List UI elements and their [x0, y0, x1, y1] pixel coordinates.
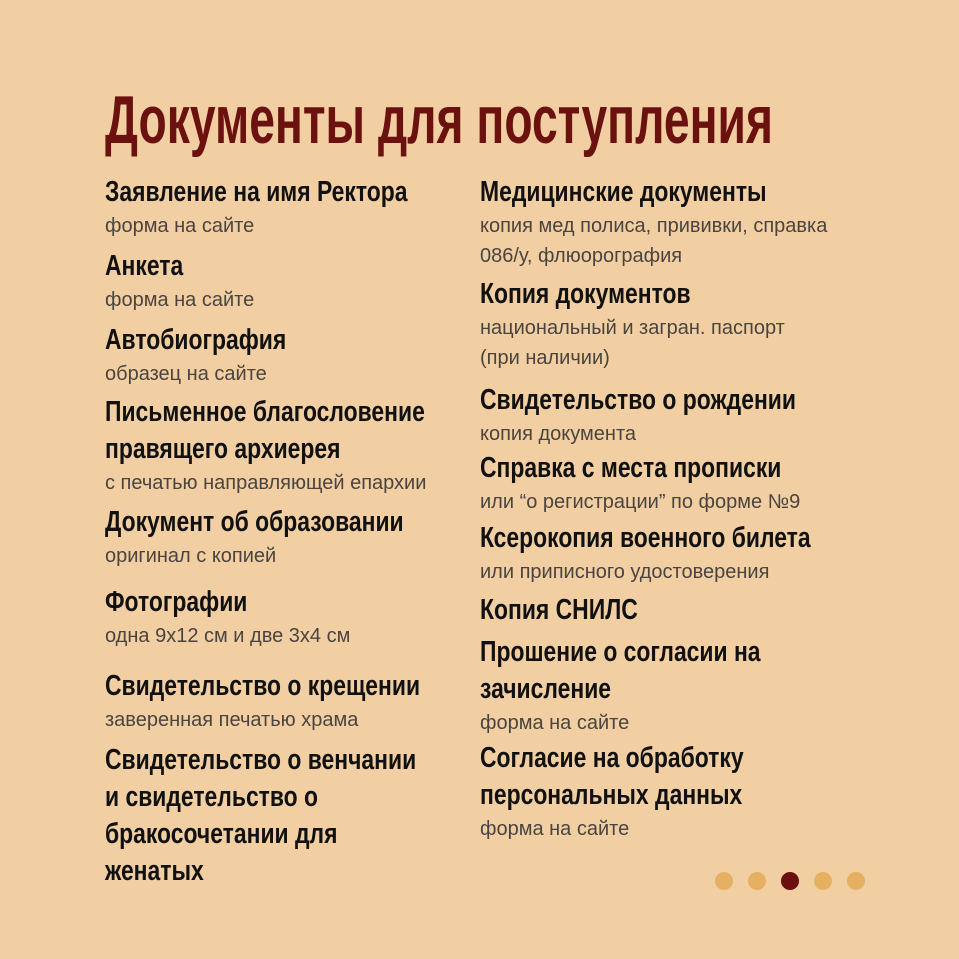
document-title-line: Медицинские документы [480, 176, 767, 208]
document-title [105, 742, 416, 890]
document-note-line: образец на сайте [105, 363, 267, 385]
document-title-line: Свидетельство о рождении [480, 384, 796, 416]
pagination-dot[interactable] [748, 872, 766, 890]
document-note-line: национальный и загран. паспорт [480, 317, 785, 339]
document-title-line: Прошение о согласии на [480, 636, 761, 668]
document-note [105, 359, 334, 389]
document-item [480, 740, 814, 844]
document-title-line: Свидетельство о крещении [105, 670, 421, 702]
document-title-line: Копия СНИЛС [480, 594, 638, 626]
document-title-line: Свидетельство о венчании [105, 744, 417, 776]
document-note-line: копия документа [480, 423, 637, 445]
page-title: Документы для поступления [105, 82, 773, 158]
document-item [480, 276, 785, 373]
document-title [105, 248, 223, 285]
document-title [480, 634, 761, 708]
document-note [480, 313, 785, 373]
document-item [105, 394, 510, 498]
document-title [480, 520, 811, 557]
document-title-line: Фотографии [105, 586, 248, 618]
document-note [480, 814, 814, 844]
document-note-line: или приписного удостоверения [480, 561, 770, 583]
document-title [105, 668, 420, 705]
document-title [480, 276, 721, 313]
document-item [105, 504, 483, 571]
document-note-line: форма на сайте [105, 215, 255, 237]
document-title-line: Справка с места прописки [480, 452, 782, 484]
document-note-line: копия мед полиса, прививки, справка [480, 215, 828, 237]
document-note-line: с печатью направляющей епархии [105, 472, 427, 494]
document-title-line: и свидетельство о [105, 781, 319, 813]
document-note [480, 557, 899, 587]
pagination-dot[interactable] [814, 872, 832, 890]
document-note [105, 621, 350, 651]
document-title [480, 740, 744, 814]
document-item [480, 520, 899, 587]
document-title-line: правящего архиерея [105, 433, 341, 465]
document-title [480, 450, 781, 487]
document-title-line: Документ об образовании [105, 506, 404, 538]
document-item [105, 584, 350, 651]
document-title [480, 592, 638, 629]
document-item [480, 450, 862, 517]
document-note [480, 487, 862, 517]
document-note-line: форма на сайте [480, 818, 630, 840]
document-title-line: Ксерокопия военного билета [480, 522, 811, 554]
document-item [480, 634, 835, 738]
document-note-line: оригинал с копией [105, 545, 277, 567]
document-title [480, 382, 796, 419]
document-note [480, 211, 843, 271]
document-note-line: форма на сайте [480, 712, 630, 734]
document-note-line: одна 9x12 см и две 3x4 см [105, 625, 351, 647]
document-item [105, 742, 499, 890]
document-title [480, 174, 767, 211]
document-title-line: Копия документов [480, 278, 691, 310]
document-title-line: Анкета [105, 250, 184, 282]
document-note [105, 211, 488, 241]
document-title-line: Согласие на обработку [480, 742, 744, 774]
pagination-dot[interactable] [847, 872, 865, 890]
document-note [105, 541, 483, 571]
pagination-dot[interactable] [715, 872, 733, 890]
document-title [105, 394, 425, 468]
document-title-line: зачисление [480, 673, 612, 705]
document-note-line: форма на сайте [105, 289, 255, 311]
document-note [105, 285, 254, 315]
document-note-line: или “о регистрации” по форме №9 [480, 491, 801, 513]
document-note [480, 419, 880, 449]
document-title-line: Письменное благословение [105, 396, 425, 428]
document-note [105, 468, 510, 498]
document-title-line: бракосочетании для [105, 818, 338, 850]
document-item [105, 322, 334, 389]
document-title [105, 584, 299, 621]
document-title [105, 174, 408, 211]
document-title [105, 322, 286, 359]
document-note [105, 705, 504, 735]
document-note-line: (при наличии) [480, 347, 610, 369]
pagination-dots [715, 872, 865, 890]
document-item [105, 174, 488, 241]
document-title-line: персональных данных [480, 779, 743, 811]
document-item [480, 174, 843, 271]
document-title-line: Автобиография [105, 324, 287, 356]
document-item [105, 248, 254, 315]
document-note-line: заверенная печатью храма [105, 709, 359, 731]
document-note [480, 708, 835, 738]
document-item [480, 382, 880, 449]
document-item [480, 592, 680, 629]
document-item [105, 668, 504, 735]
pagination-dot-active[interactable] [781, 872, 799, 890]
document-title-line: женатых [105, 855, 204, 887]
document-title [105, 504, 404, 541]
document-note-line: 086/у, флюорография [480, 245, 683, 267]
document-title-line: Заявление на имя Ректора [105, 176, 408, 208]
